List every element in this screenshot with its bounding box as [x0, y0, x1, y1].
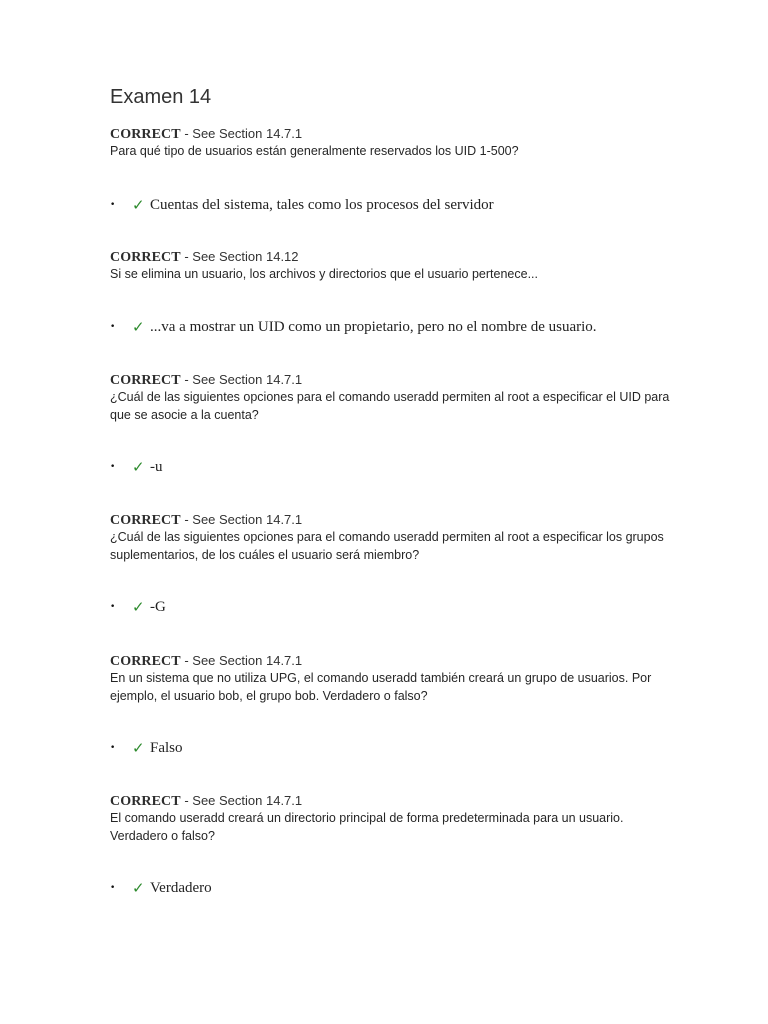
- section-reference: - See Section 14.7.1: [180, 512, 303, 527]
- bullet-icon: •: [110, 322, 116, 332]
- question-text: ¿Cuál de las siguientes opciones para el comando useradd permiten al root a especificar el UID para que se asocie a la cuenta?: [110, 390, 670, 422]
- status-label: CORRECT: [110, 654, 181, 669]
- status-label: CORRECT: [110, 373, 181, 388]
- bullet-icon: •: [110, 743, 116, 753]
- section-reference: - See Section 14.7.1: [180, 653, 303, 668]
- bullet-icon: •: [110, 200, 116, 210]
- answer-text: -G: [150, 599, 166, 615]
- checkmark-icon: ✓: [132, 739, 145, 757]
- answer-text: Verdadero: [150, 880, 212, 896]
- section-reference: - See Section 14.12: [180, 249, 299, 264]
- question-text: Si se elimina un usuario, los archivos y directorios que el usuario pertenece...: [110, 267, 538, 281]
- status-label: CORRECT: [110, 127, 181, 142]
- bullet-icon: •: [110, 602, 116, 612]
- question-text: ¿Cuál de las siguientes opciones para el comando useradd permiten al root a especificar los grupos suplementarios, de los cuáles el usuario será miembro?: [110, 530, 664, 562]
- checkmark-icon: ✓: [132, 598, 145, 616]
- question-text: Para qué tipo de usuarios están generalmente reservados los UID 1-500?: [110, 144, 519, 158]
- checkmark-icon: ✓: [132, 318, 145, 336]
- question-block: [110, 651, 670, 705]
- question-block: [110, 370, 670, 424]
- bullet-icon: •: [110, 462, 116, 472]
- answer-text: -u: [150, 459, 163, 475]
- checkmark-icon: ✓: [132, 458, 145, 476]
- section-reference: - See Section 14.7.1: [180, 372, 303, 387]
- section-reference: - See Section 14.7.1: [180, 793, 303, 808]
- question-block: [110, 247, 670, 283]
- question-text: El comando useradd creará un directorio principal de forma predeterminada para un usuario. Verdadero o falso?: [110, 811, 624, 843]
- answer-text: ...va a mostrar un UID como un propietario, pero no el nombre de usuario.: [150, 319, 597, 335]
- question-text: En un sistema que no utiliza UPG, el comando useradd también creará un grupo de usuarios. Por ejemplo, el usuario bob, el grupo bob. Verdadero o falso?: [110, 671, 652, 703]
- checkmark-icon: ✓: [132, 879, 145, 897]
- section-reference: - See Section 14.7.1: [180, 126, 303, 141]
- answer-text: Falso: [150, 740, 183, 756]
- answer-text: Cuentas del sistema, tales como los procesos del servidor: [150, 197, 494, 213]
- status-label: CORRECT: [110, 250, 181, 265]
- question-block: [110, 124, 670, 160]
- status-label: CORRECT: [110, 794, 181, 809]
- status-label: CORRECT: [110, 513, 181, 528]
- page-title: Examen 14: [110, 86, 212, 108]
- question-block: [110, 510, 670, 564]
- checkmark-icon: ✓: [132, 196, 145, 214]
- bullet-icon: •: [110, 883, 116, 893]
- question-block: [110, 791, 670, 845]
